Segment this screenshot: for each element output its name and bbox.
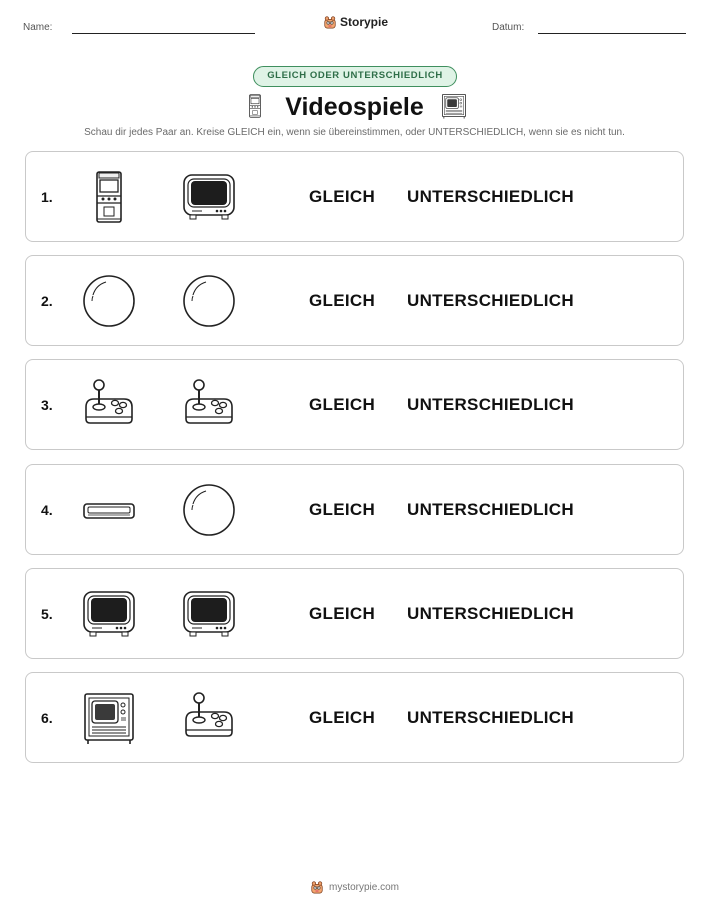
footer	[0, 880, 709, 894]
question-number: 4.	[41, 502, 53, 518]
option-different[interactable]: UNTERSCHIEDLICH	[407, 291, 574, 310]
joystick-icon	[80, 377, 138, 433]
question-number: 2.	[41, 293, 53, 309]
date-label: Datum:	[492, 22, 525, 33]
question-number: 6.	[41, 710, 53, 726]
crt-monitor-icon	[180, 169, 238, 225]
question-card	[25, 151, 684, 242]
option-different[interactable]: UNTERSCHIEDLICH	[407, 500, 574, 519]
option-same[interactable]: GLEICH	[309, 604, 376, 623]
worksheet-header	[0, 14, 709, 44]
storypie-mascot-icon	[310, 880, 324, 894]
sphere-icon	[180, 273, 238, 329]
question-number: 3.	[41, 397, 53, 413]
sphere-icon	[80, 273, 138, 329]
date-line[interactable]	[538, 33, 686, 34]
page-title: Videospiele	[285, 93, 424, 121]
instruction-text: Schau dir jedes Paar an. Kreise GLEICH ein, wenn sie übereinstimmen, oder UNTERSCHIEDLICH, wenn sie es nicht tun.	[84, 127, 625, 138]
question-number: 1.	[41, 189, 53, 205]
joystick-icon	[180, 377, 238, 433]
title-row	[0, 90, 709, 124]
arcade-cabinet-icon	[242, 92, 268, 120]
game-cartridge-icon	[80, 482, 138, 538]
vintage-tv-icon	[440, 92, 468, 120]
option-same[interactable]: GLEICH	[309, 395, 376, 414]
name-label: Name:	[23, 22, 53, 33]
question-card	[25, 672, 684, 763]
brand-name: Storypie	[340, 15, 389, 29]
option-different[interactable]: UNTERSCHIEDLICH	[407, 604, 574, 623]
vintage-tv-icon	[80, 690, 138, 746]
joystick-icon	[180, 690, 238, 746]
category-badge: GLEICH ODER UNTERSCHIEDLICH	[253, 66, 457, 87]
option-same[interactable]: GLEICH	[309, 500, 376, 519]
footer-url[interactable]: mystorypie.com	[328, 881, 399, 893]
option-different[interactable]: UNTERSCHIEDLICH	[407, 395, 574, 414]
option-same[interactable]: GLEICH	[309, 708, 376, 727]
question-card	[25, 255, 684, 346]
name-line[interactable]	[72, 33, 255, 34]
crt-monitor-icon	[180, 586, 238, 642]
arcade-cabinet-icon	[80, 169, 138, 225]
storypie-mascot-icon	[323, 15, 337, 29]
option-same[interactable]: GLEICH	[309, 187, 376, 206]
question-card	[25, 359, 684, 450]
question-number: 5.	[41, 606, 53, 622]
sphere-icon	[180, 482, 238, 538]
question-card	[25, 568, 684, 659]
option-same[interactable]: GLEICH	[309, 291, 376, 310]
option-different[interactable]: UNTERSCHIEDLICH	[407, 187, 574, 206]
option-different[interactable]: UNTERSCHIEDLICH	[407, 708, 574, 727]
crt-monitor-icon	[80, 586, 138, 642]
brand-logo	[323, 15, 388, 29]
question-card	[25, 464, 684, 555]
